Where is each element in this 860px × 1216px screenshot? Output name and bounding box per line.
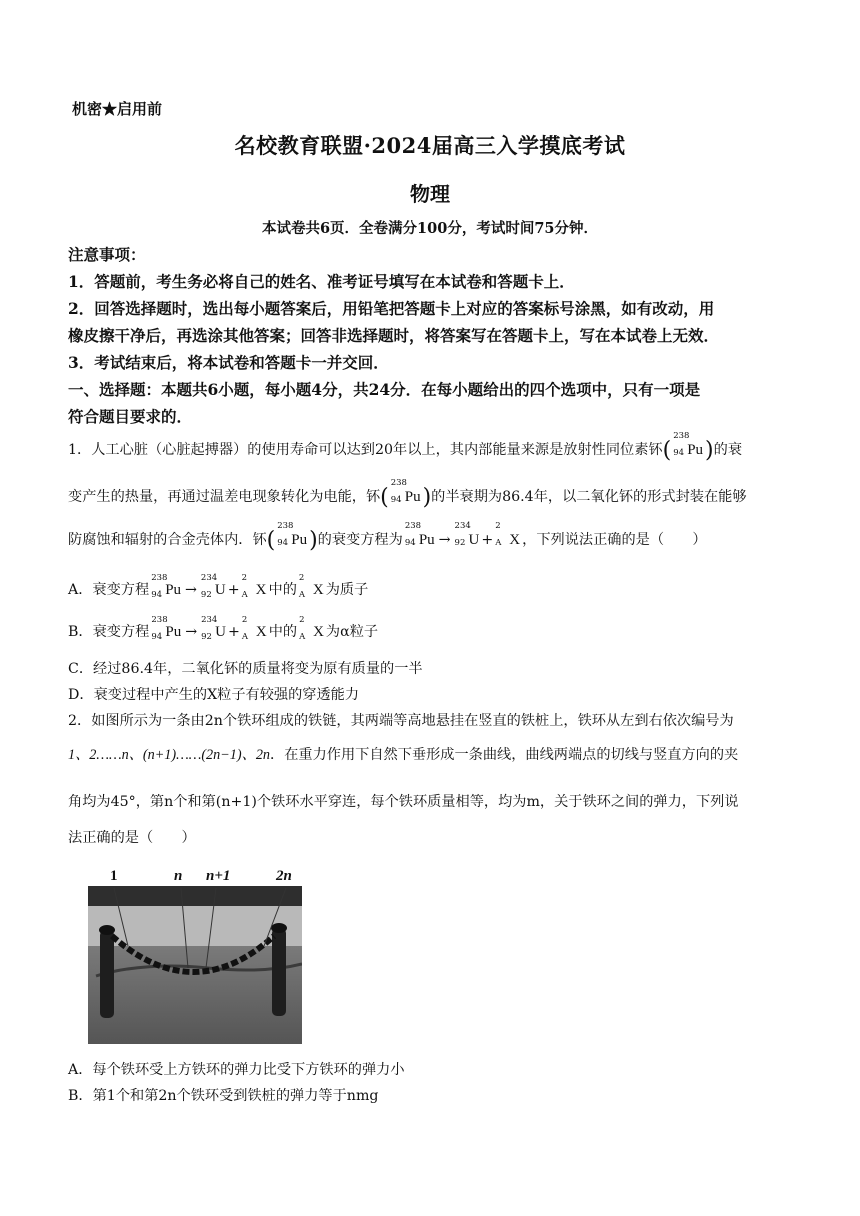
q1-option-a: A．衰变方程 238 94 Pu → 234 92 U + 2 A X 中的 2 A X 为质子 — [68, 573, 369, 600]
figure-label-1: 1 — [110, 868, 118, 884]
q1-option-c: C．经过86.4年，二氧化钚的质量将变为原有质量的一半 — [68, 661, 423, 677]
confidential-label: 机密★启用前 — [72, 100, 163, 118]
pu-nuclide: 238 94 Pu — [673, 431, 704, 458]
q1-line2: 变产生的热量，再通过温差电现象转化为电能，钚( 238 94 Pu)的半衰期为86.4年，以二氧化钚的形式封装在能够 — [68, 478, 747, 510]
q1-option-b: B．衰变方程 238 94 Pu → 234 92 U + 2 A X 中的 2 A X 为α粒子 — [68, 615, 379, 642]
notice-item-1: 1．答题前，考生务必将自己的姓名、准考证号填写在本试卷和答题卡上． — [68, 272, 575, 291]
q2-line2: 1、2……n、(n+1)……(2n−1)、2n．在重力作用下自然下垂形成一条曲线，曲线两端点的切线与竖直方向的夹 — [68, 747, 739, 763]
q2-option-a: A．每个铁环受上方铁环的弹力比受下方铁环的弹力小 — [68, 1062, 405, 1078]
q2-line4: 法正确的是（ ） — [68, 830, 196, 846]
q2-line1: 2．如图所示为一条由2n个铁环组成的铁链，其两端等高地悬挂在竖直的铁桩上，铁环从左到右依次编号为 — [68, 713, 734, 729]
subject-title: 物理 — [410, 182, 450, 206]
figure-label-2n: 2n — [276, 868, 292, 884]
q2-option-b: B．第1个和第2n个铁环受到铁桩的弹力等于nmg — [68, 1088, 379, 1104]
exam-info: 本试卷共6页．全卷满分100分，考试时间75分钟． — [261, 220, 599, 237]
q2-line3: 角均为45°，第n个和第(n+1)个铁环水平穿连，每个铁环质量相等，均为m，关于铁环之间的弹力，下列说 — [68, 794, 739, 810]
notice-item-2: 2．回答选择题时，选出每小题答案后，用铅笔把答题卡上对应的答案标号涂黑，如有改动，用 — [68, 299, 715, 318]
section-heading-line1: 一、选择题：本题共6小题，每小题4分，共24分．在每小题给出的四个选项中，只有一项是 — [68, 380, 701, 399]
q1-line1: 1．人工心脏（心脏起搏器）的使用寿命可以达到20年以上，其内部能量来源是放射性同位素钚( 238 94 Pu)的衰 — [68, 431, 743, 463]
figure-label-n-plus-1: n+1 — [206, 868, 231, 884]
figure-label-n: n — [174, 868, 183, 884]
pu-nuclide: 238 94 Pu — [390, 478, 421, 505]
exam-title: 名校教育联盟·2024届高三入学摸底考试 — [234, 133, 626, 158]
notice-heading: 注意事项： — [68, 245, 146, 264]
chain-figure — [88, 868, 302, 1044]
notice-item-2-cont: 橡皮擦干净后，再选涂其他答案；回答非选择题时，将答案写在答题卡上，写在本试卷上无效． — [68, 326, 720, 345]
q1-option-d: D．衰变过程中产生的X粒子有较强的穿透能力 — [68, 687, 360, 703]
q1-text: 1．人工心脏（心脏起搏器）的使用寿命可以达到20年以上，其内部能量来源是放射性同位素钚 — [68, 442, 663, 458]
chain-photo — [88, 868, 302, 1044]
q1-line3: 防腐蚀和辐射的合金壳体内．钚( 238 94 Pu)的衰变方程为 238 94 Pu → 234 92 U + 2 A X ，下列说法正确的是（ ） — [68, 521, 707, 553]
pu-nuclide: 238 94 Pu — [277, 521, 308, 548]
notice-item-3: 3．考试结束后，将本试卷和答题卡一并交回． — [68, 353, 389, 372]
section-heading-line2: 符合题目要求的． — [68, 407, 193, 426]
